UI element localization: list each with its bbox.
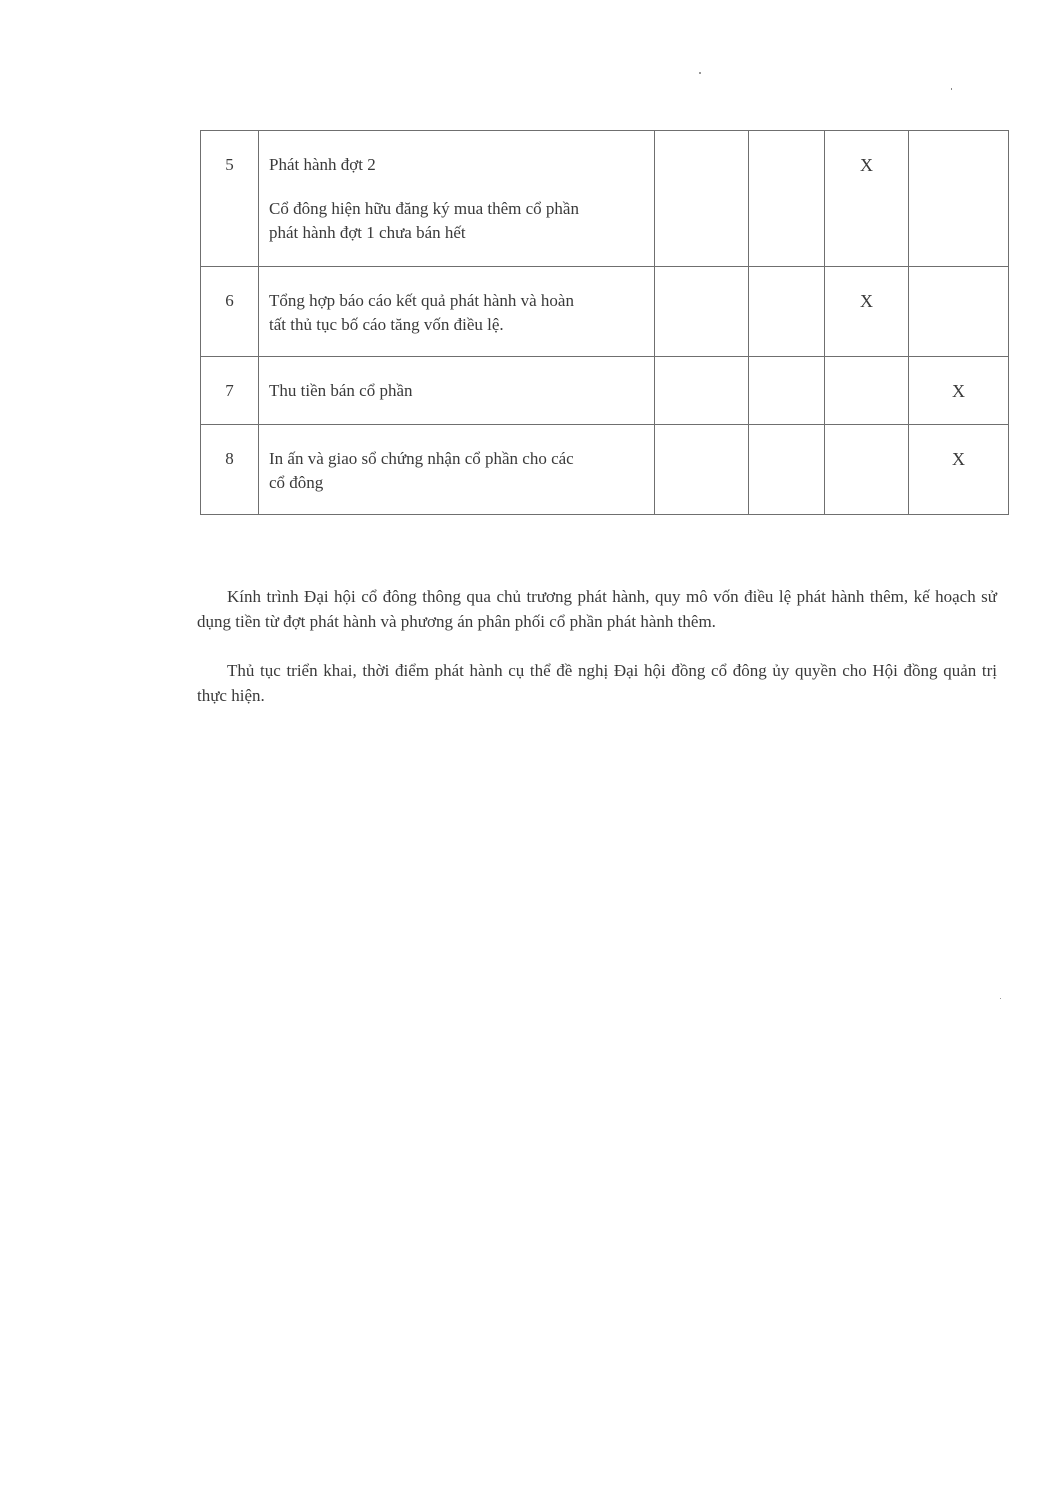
- description-line: tất thủ tục bố cáo tăng vốn điều lệ.: [269, 315, 504, 334]
- table-row: [201, 357, 1009, 425]
- row-description: [259, 425, 655, 515]
- table-row: [201, 131, 1009, 267]
- description-line: cổ đông: [269, 473, 324, 492]
- mark-cell: [749, 425, 825, 515]
- body-paragraph: Thủ tục triển khai, thời điểm phát hành cụ thể đề nghị Đại hội đồng cổ đông ủy quyền cho Hội đồng quản trị thực hiện.: [197, 661, 997, 705]
- mark-cell: [825, 425, 909, 515]
- row-number: 8: [201, 425, 259, 515]
- description-line: Thu tiền bán cổ phần: [269, 381, 413, 400]
- row-description: [259, 267, 655, 357]
- row-number: 6: [201, 267, 259, 357]
- description-line: Cổ đông hiện hữu đăng ký mua thêm cổ phần: [269, 199, 579, 218]
- table-row: [201, 267, 1009, 357]
- mark-cell: [655, 357, 749, 425]
- mark-cell: X: [909, 357, 1009, 425]
- row-number: 5: [201, 131, 259, 267]
- row-description: [259, 357, 655, 425]
- mark-cell: X: [825, 267, 909, 357]
- description-line: Phát hành đợt 2: [269, 155, 376, 174]
- body-paragraph: Kính trình Đại hội cổ đông thông qua chủ trương phát hành, quy mô vốn điều lệ phát hành thêm, kế hoạch sử dụng tiền từ đợt phát hành và phương án phân phối cổ phần phát hành thêm.: [197, 587, 997, 631]
- scan-speck: [699, 72, 701, 74]
- description-line: phát hành đợt 1 chưa bán hết: [269, 223, 466, 242]
- scan-speck: [951, 88, 952, 90]
- mark-cell: X: [825, 131, 909, 267]
- scan-speck: [1000, 998, 1001, 999]
- description-line: In ấn và giao sổ chứng nhận cổ phần cho các: [269, 449, 574, 468]
- description-line: Tổng hợp báo cáo kết quả phát hành và hoàn: [269, 291, 574, 310]
- mark-cell: [655, 267, 749, 357]
- mark-cell: [655, 425, 749, 515]
- schedule-table: [200, 130, 1009, 515]
- mark-cell: X: [909, 425, 1009, 515]
- mark-cell: [749, 267, 825, 357]
- row-number: 7: [201, 357, 259, 425]
- mark-cell: [655, 131, 749, 267]
- mark-cell: [825, 357, 909, 425]
- row-description: [259, 131, 655, 267]
- table-row: [201, 425, 1009, 515]
- mark-cell: [749, 357, 825, 425]
- mark-cell: [909, 267, 1009, 357]
- mark-cell: [749, 131, 825, 267]
- mark-cell: [909, 131, 1009, 267]
